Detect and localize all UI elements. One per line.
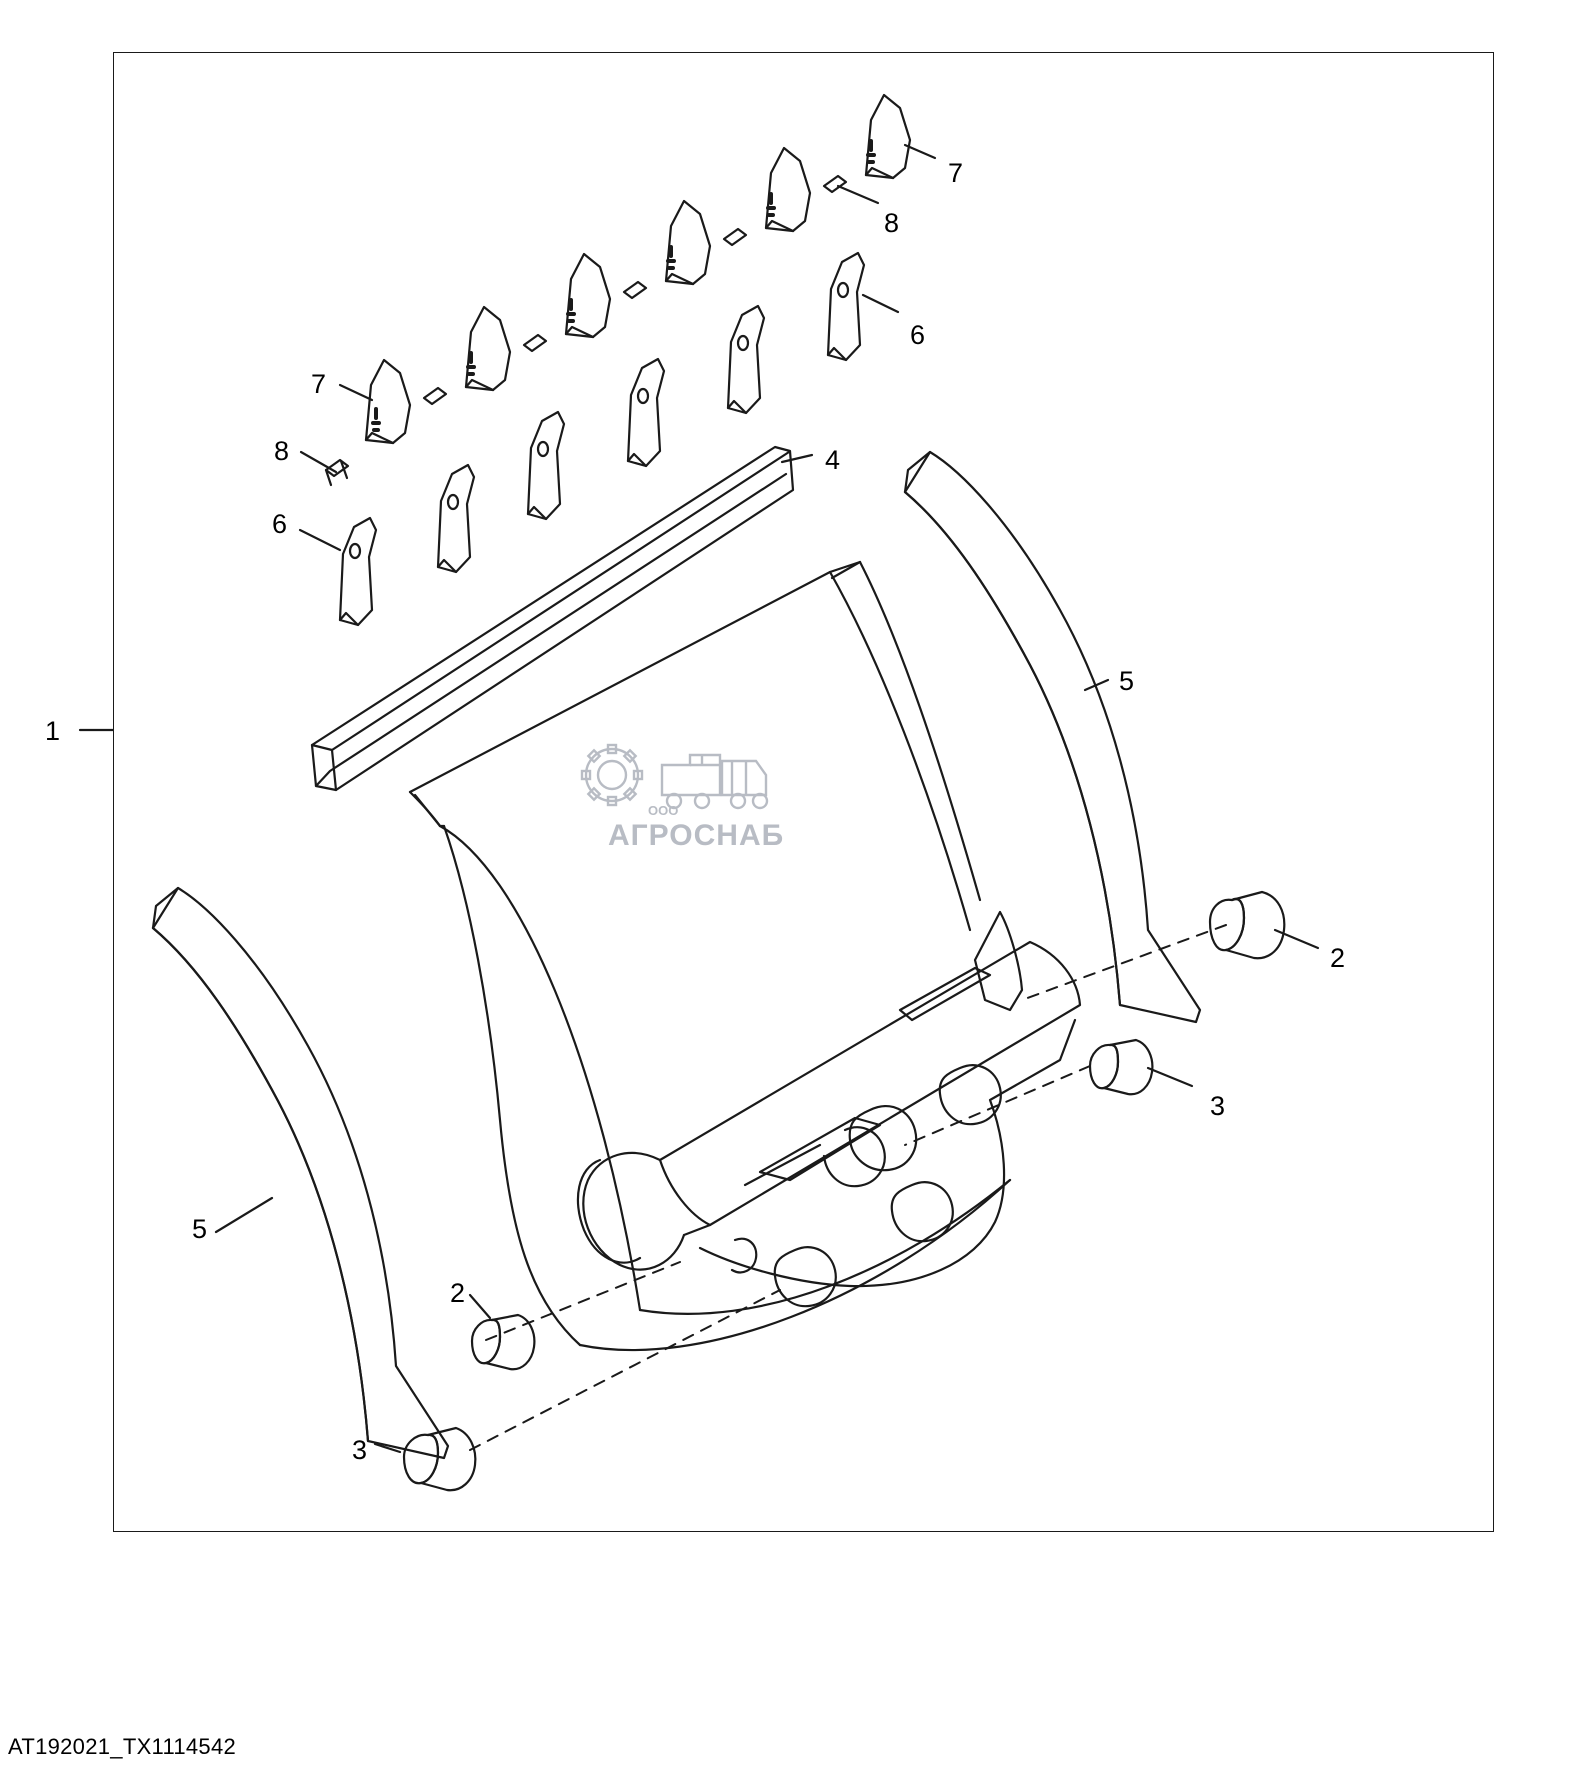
- mounting-bracket: [578, 912, 1080, 1306]
- leader-7a: [905, 145, 935, 158]
- document-code: AT192021_TX1114542: [8, 1734, 237, 1759]
- watermark-small-text: ООО: [648, 803, 679, 818]
- leader-7b: [340, 385, 372, 400]
- pin-top-4: [524, 335, 546, 351]
- tooth-top-5: [466, 307, 510, 390]
- tooth-top-2: [766, 148, 810, 231]
- callout-8-top: 8: [884, 208, 900, 238]
- shroud-2: [728, 306, 764, 413]
- callout-3-left: 3: [352, 1435, 368, 1465]
- bushing-2-left: [472, 1315, 534, 1369]
- callout-5-left: 5: [192, 1214, 208, 1244]
- axis-dash-1: [1022, 925, 1226, 1000]
- pin-left: [326, 460, 348, 485]
- bushing-3-right: [1090, 1040, 1152, 1094]
- leader-2b: [470, 1295, 490, 1318]
- callout-3-right: 3: [1210, 1091, 1226, 1121]
- cutting-edge: [312, 447, 793, 790]
- bushing-3-left: [404, 1428, 475, 1490]
- callout-7-left: 7: [311, 369, 327, 399]
- leader-6a: [863, 295, 898, 312]
- axis-dash-3: [486, 1262, 680, 1340]
- pin-top-5: [424, 388, 446, 404]
- callout-5-right: 5: [1119, 666, 1135, 696]
- leader-8a: [838, 186, 878, 203]
- axis-dash-2: [905, 1066, 1090, 1145]
- pin-top-1: [824, 176, 846, 192]
- callout-4: 4: [825, 445, 841, 475]
- tooth-top-1: [866, 95, 910, 178]
- callout-6-left: 6: [272, 509, 288, 539]
- shroud-4: [528, 412, 564, 519]
- shroud-6: [340, 518, 376, 625]
- callout-2-right: 2: [1330, 943, 1346, 973]
- tooth-top-3: [666, 201, 710, 284]
- side-cutter-right: [905, 452, 1200, 1022]
- pin-top-3: [624, 282, 646, 298]
- callout-7-top: 7: [948, 158, 964, 188]
- shroud-1: [828, 253, 864, 360]
- pin-top-2: [724, 229, 746, 245]
- leader-6b: [300, 530, 340, 550]
- leader-4: [782, 455, 812, 462]
- callout-8-left: 8: [274, 436, 290, 466]
- leader-8b: [301, 452, 336, 472]
- callout-2-left: 2: [450, 1278, 466, 1308]
- side-cutter-left: [153, 888, 448, 1458]
- shroud-3: [628, 359, 664, 466]
- bucket-body: [410, 562, 1010, 1350]
- bushing-2-right: [1210, 892, 1284, 958]
- shroud-5: [438, 465, 474, 572]
- leader-3a: [1148, 1068, 1192, 1086]
- callout-1: 1: [45, 716, 61, 746]
- watermark-main-text: АГРОСНАБ: [608, 819, 785, 852]
- callout-6-top: 6: [910, 320, 926, 350]
- tooth-top-4: [566, 254, 610, 337]
- leader-5b: [216, 1198, 272, 1232]
